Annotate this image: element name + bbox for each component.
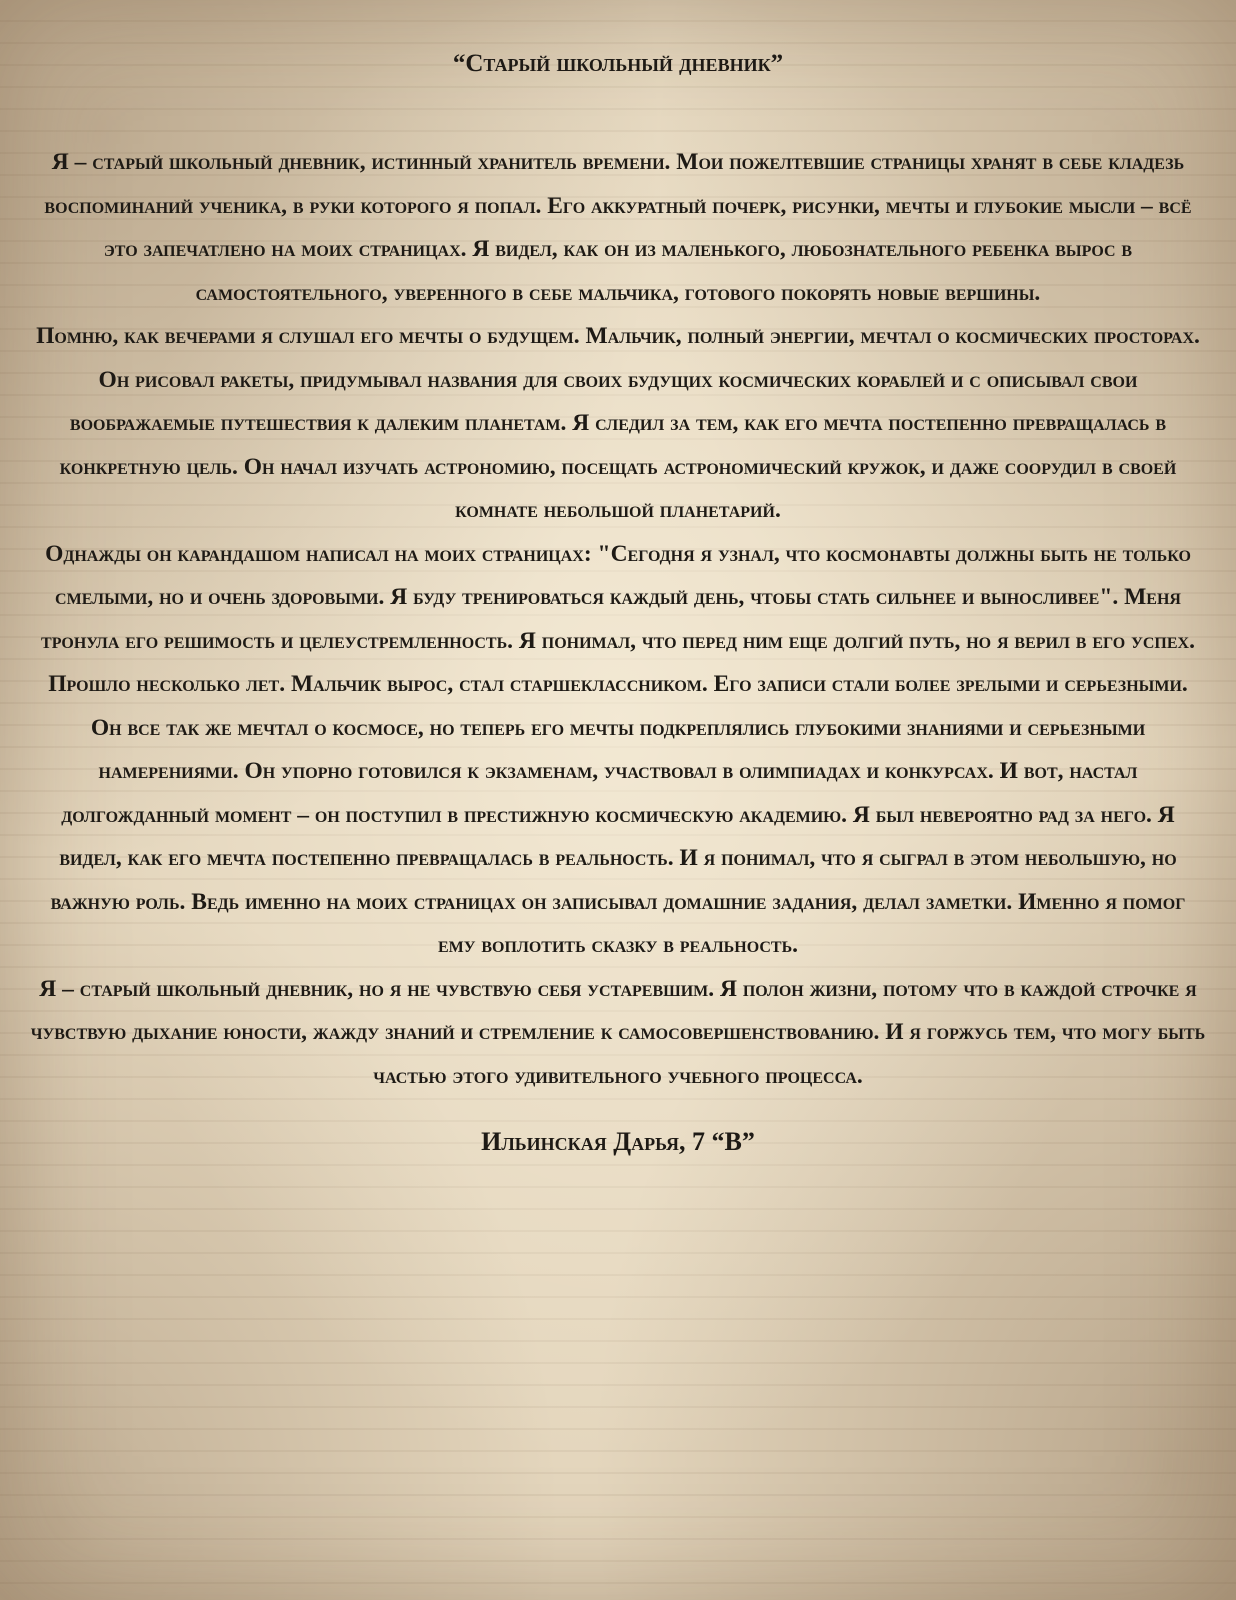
paragraph-5: Я – старый школьный дневник, но я не чувствую себя устаревшим. Я полон жизни, потому что в каждой строчке я чувствую дыхание юности, жажду знаний и стремление к самосовершенствованию. И я горжусь тем, что могу быть частью этого удивительного учебного процесса. [30,975,1206,1089]
paragraph-2: Помню, как вечерами я слушал его мечты о будущем. Мальчик, полный энергии, мечтал о космических просторах. Он рисовал ракеты, придумывал названия для своих будущих космических кораблей и с описывал свои воображаемые путешествия к далеким планетам. Я следил за тем, как его мечта постепенно превращалась в конкретную цель. Он начал изучать астрономию, посещать астрономический кружок, и даже соорудил в своей комнате небольшой планетарий. [36,323,1200,523]
paragraph-4: Прошло несколько лет. Мальчик вырос, стал старшеклассником. Его записи стали более зрелыми и серьезными. Он все так же мечтал о космосе, но теперь его мечты подкреплялись глубокими знаниями и серьезными намерениями. Он упорно готовился к экзаменам, участвовал в олимпиадах и конкурсах. И вот, настал долгожданный момент – он поступил в престижную космическую академию. Я был невероятно рад за него. Я видел, как его мечта постепенно превращалась в реальность. И я понимал, что я сыграл в этом небольшую, но важную роль. Ведь именно на моих страницах он записывал домашние задания, делал заметки. Именно я помог ему воплотить сказку в реальность. [48,671,1188,958]
paragraph-1: Я – старый школьный дневник, истинный хранитель времени. Мои пожелтевшие страницы хранят в себе кладезь воспоминаний ученика, в руки которого я попал. Его аккуратный почерк, рисунки, мечты и глубокие мысли – всё это запечатлено на моих страницах. Я видел, как он из маленького, любознательного ребенка вырос в самостоятельного, уверенного в себе мальчика, готового покорять новые вершины. [44,149,1192,306]
paragraph-3: Однажды он карандашом написал на моих страницах: "Сегодня я узнал, что космонавты должны быть не только смелыми, но и очень здоровыми. Я буду тренироваться каждый день, чтобы стать сильнее и выносливее". Меня тронула его решимость и целеустремленность. Я понимал, что перед ним еще долгий путь, но я верил в его успех. [41,540,1195,654]
essay-title: “Старый школьный дневник” [452,50,784,77]
author-signature: Ильинская Дарья, 7 “В” [481,1127,755,1156]
